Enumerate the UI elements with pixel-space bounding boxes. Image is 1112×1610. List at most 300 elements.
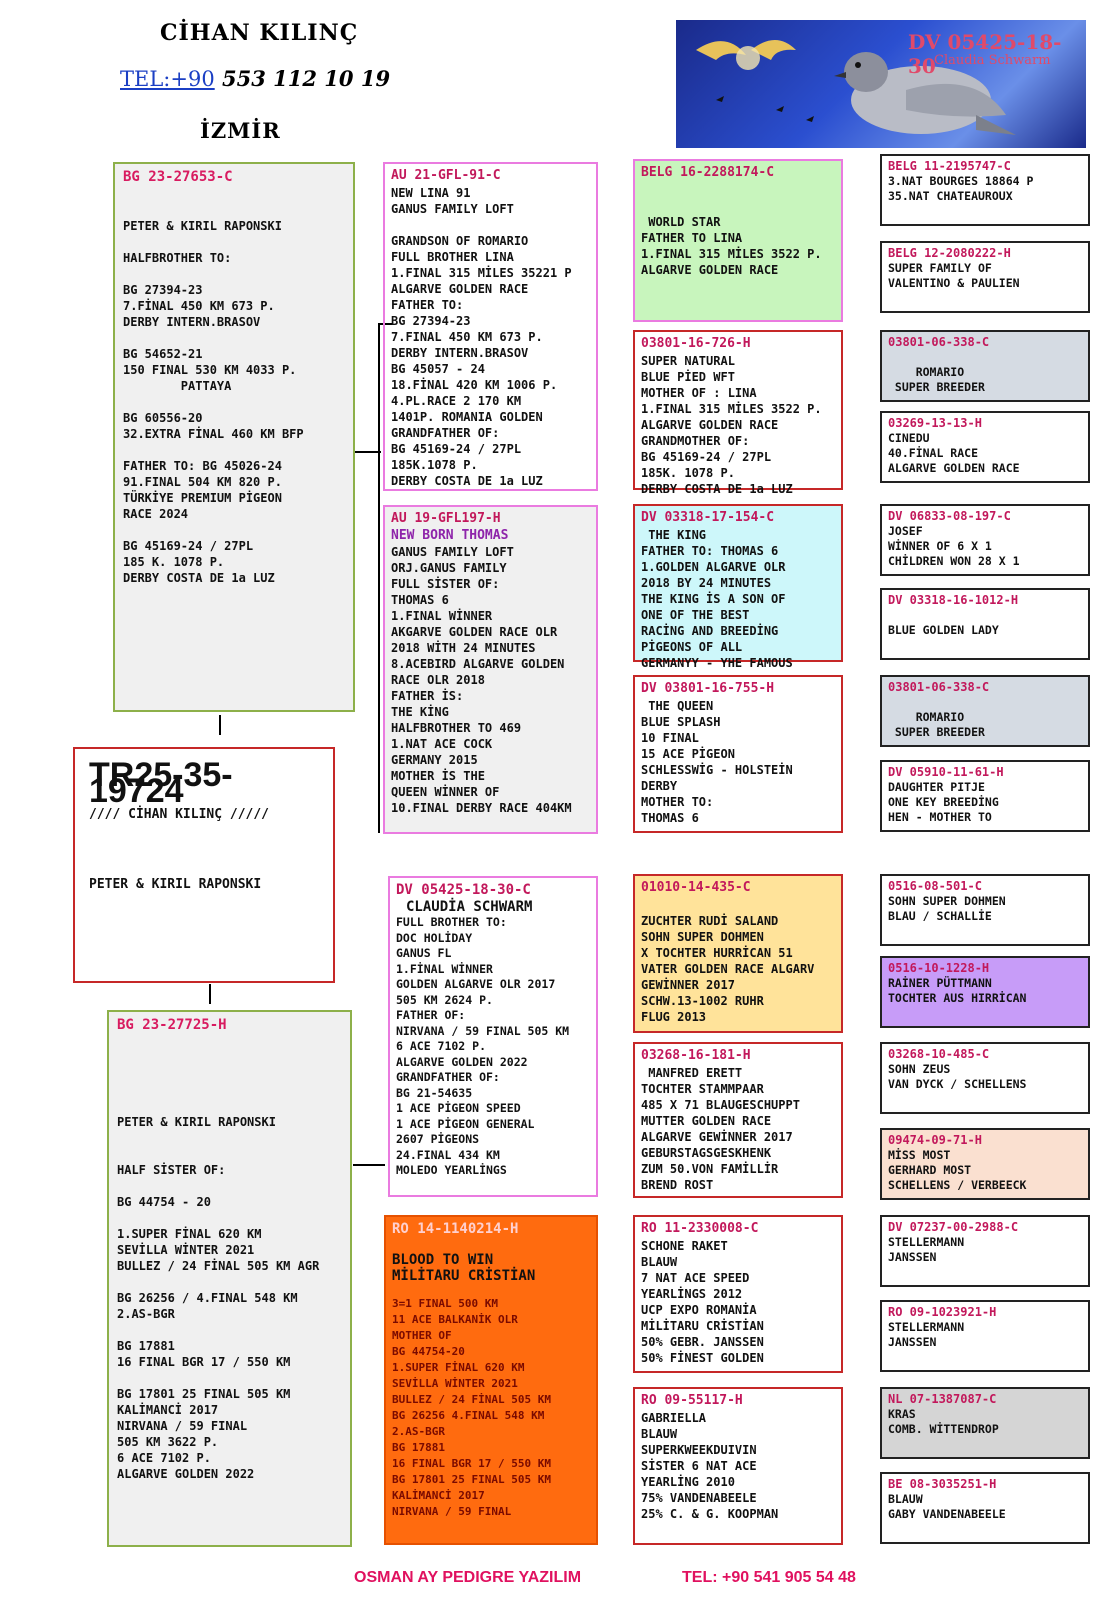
connector: [353, 451, 381, 453]
detail-line: ZUM 50.VON FAMİLLİR: [641, 1162, 779, 1176]
detail-line: FATHER TO: BG 45026-24: [123, 459, 282, 473]
detail-line: THOMAS 6: [391, 593, 449, 607]
detail-line: NEW LINA 91: [391, 186, 471, 200]
detail-line: 1.FINAL 315 MİLES 3522 P.: [641, 402, 822, 416]
detail-line: 2.AS-BGR: [117, 1307, 175, 1321]
detail-line: DERBY COSTA DE 1a LUZ: [391, 474, 543, 488]
card-id: RO 09-55117-H: [641, 1393, 743, 1408]
detail-line: BLUE GOLDEN LADY: [888, 623, 999, 637]
sire-dam-card[interactable]: [383, 505, 598, 834]
father-id: BG 23-27653-C: [123, 169, 233, 185]
father-details: [123, 186, 345, 586]
gen4-card[interactable]: [880, 411, 1090, 483]
detail-line: KALİMANCİ 2017: [117, 1403, 219, 1417]
card-details: [888, 350, 1082, 395]
detail-line: SEVİLLA WİNTER 2021: [392, 1377, 518, 1390]
detail-line: SUPER NATURAL: [641, 354, 735, 368]
detail-line: [391, 217, 590, 233]
detail-line: PETER & KIRIL RAPONSKI: [123, 219, 282, 233]
connector: [209, 984, 211, 1004]
detail-line: MOTHER OF : LINA: [641, 386, 757, 400]
pigeon-id: TR25-35-19724: [89, 756, 233, 810]
detail-line: ROMARIO: [888, 365, 965, 379]
card-details: [641, 1410, 835, 1522]
detail-line: FULL BROTHER LINA: [391, 250, 514, 264]
detail-line: 18.FİNAL 420 KM 1006 P.: [391, 378, 558, 392]
gen4-card[interactable]: [880, 504, 1090, 576]
detail-line: NIRVANA / 59 FINAL: [117, 1419, 248, 1433]
detail-line: UCP EXPO ROMANİA: [641, 1303, 757, 1317]
detail-line: [117, 1082, 342, 1098]
gen4-card[interactable]: [880, 588, 1090, 660]
detail-line: FATHER OF:: [396, 1008, 466, 1022]
card-details: [888, 608, 1082, 638]
detail-line: [641, 182, 835, 198]
card-id: 0516-10-1228-H: [888, 961, 990, 975]
pigeon-breeder: PETER & KIRIL RAPONSKI: [89, 877, 262, 892]
card-details: [888, 1320, 1082, 1350]
detail-line: ALGARVE GOLDEN RACE: [641, 263, 779, 277]
detail-line: [641, 897, 835, 913]
detail-line: BG 21-54635: [396, 1085, 473, 1100]
card-id: BELG 12-2080222-H: [888, 246, 1011, 260]
detail-line: DERBY: [641, 779, 678, 793]
detail-line: BULLEZ / 24 FİNAL 505 KM AGR: [117, 1259, 320, 1273]
detail-line: ORJ.GANUS FAMILY: [391, 561, 507, 575]
detail-line: HALFBROTHER TO:: [123, 251, 232, 265]
connector: [378, 323, 380, 833]
card-id: DV 03801-16-755-H: [641, 681, 775, 696]
detail-line: 16 FINAL BGR 17 / 550 KM: [392, 1457, 551, 1470]
detail-line: GOLDEN ALGARVE OLR 2017: [396, 977, 556, 991]
detail-line: DERBY INTERN.BRASOV: [391, 346, 529, 360]
detail-line: GANUS FAMILY LOFT: [391, 545, 514, 559]
detail-line: THOMAS 6: [641, 811, 699, 825]
phone-line: [120, 66, 390, 91]
card-details: [888, 1407, 1082, 1437]
gen3-card[interactable]: [633, 1042, 843, 1198]
card-details: [391, 185, 590, 489]
detail-line: DOC HOLİDAY: [396, 930, 473, 945]
detail-line: KALİMANCİ 2017: [392, 1489, 485, 1502]
detail-line: GANUS FAMILY LOFT: [391, 202, 514, 216]
detail-line: 1401P. ROMANIA GOLDEN: [391, 410, 543, 424]
detail-line: HALFBROTHER TO 469: [391, 721, 522, 735]
gen4-card[interactable]: [880, 241, 1090, 313]
dam-sire-card[interactable]: [388, 876, 598, 1197]
detail-line: 11 ACE BALKANİK OLR: [392, 1313, 518, 1326]
detail-line: PETER & KIRIL RAPONSKI: [117, 1115, 276, 1129]
detail-line: BG 27394-23: [391, 314, 471, 328]
detail-line: [117, 1130, 342, 1146]
detail-line: 6 ACE 7102 P.: [117, 1451, 211, 1465]
detail-line: 10.FINAL DERBY RACE 404KM: [391, 801, 572, 815]
detail-line: 75% VANDENABEELE: [641, 1491, 757, 1505]
detail-line: BLAUW: [641, 1427, 678, 1441]
detail-line: RACİNG AND BREEDİNG: [641, 624, 779, 638]
detail-line: DERBY COSTA DE 1a LUZ: [123, 571, 275, 585]
card-id: 03268-10-485-C: [888, 1047, 990, 1061]
gen4-card[interactable]: [880, 675, 1090, 747]
detail-line: PİGEONS OF ALL: [641, 640, 743, 654]
detail-line: [117, 1178, 342, 1194]
detail-line: 50% FİNEST GOLDEN: [641, 1351, 764, 1365]
detail-line: GRANDMOTHER OF:: [641, 434, 750, 448]
card-id: 09474-09-71-H: [888, 1133, 982, 1147]
detail-line: SEVİLLA WİNTER 2021: [117, 1243, 255, 1257]
card-id: 03268-16-181-H: [641, 1048, 751, 1063]
card-subtitle: CLAUDİA SCHWARM: [406, 899, 533, 915]
photo-caption: Claudia Schwarm: [934, 53, 1051, 68]
detail-line: SOHN SUPER DOHMEN: [641, 930, 764, 944]
card-id: DV 06833-08-197-C: [888, 509, 1011, 523]
detail-line: PATTAYA: [123, 379, 232, 393]
detail-line: 1.GOLDEN ALGARVE OLR: [641, 560, 786, 574]
card-details: [392, 1296, 590, 1520]
card-details: [888, 1235, 1082, 1265]
card-details: [641, 527, 835, 671]
detail-line: SİSTER 6 NAT ACE: [641, 1459, 757, 1473]
gen3-card[interactable]: [633, 1215, 843, 1373]
detail-line: BG 44754-20: [392, 1345, 465, 1358]
footer-phone: TEL: +90 541 905 54 48: [682, 1569, 856, 1586]
card-details: [888, 261, 1082, 291]
detail-line: JOSEF: [888, 524, 923, 538]
detail-line: [123, 266, 345, 282]
gen4-card[interactable]: [880, 760, 1090, 832]
detail-line: [123, 234, 345, 250]
detail-line: [641, 198, 835, 214]
connector: [219, 715, 221, 735]
gen3-card[interactable]: [633, 675, 843, 833]
pigeon-photo: [676, 20, 1086, 148]
detail-line: BLUE PİED WFT: [641, 370, 735, 384]
detail-line: TOCHTER AUS HIRRİCAN: [888, 991, 1027, 1005]
detail-line: 10 FINAL: [641, 731, 699, 745]
detail-line: 1.FINAL 315 MİLES 3522 P.: [641, 247, 822, 261]
detail-line: THE QUEEN: [641, 699, 714, 713]
detail-line: 15 ACE PİGEON: [641, 747, 735, 761]
detail-line: GEBURSTAGSGESKHENK: [641, 1146, 772, 1160]
gen4-card[interactable]: [880, 330, 1090, 402]
card-details: [641, 353, 835, 497]
detail-line: 16 FINAL BGR 17 / 550 KM: [117, 1355, 291, 1369]
card-subtitle: BLOOD TO WIN: [392, 1252, 494, 1268]
detail-line: KRAS: [888, 1407, 916, 1421]
detail-line: 35.NAT CHATEAUROUX: [888, 189, 1013, 203]
detail-line: DAUGHTER PITJE: [888, 780, 985, 794]
card-details: [641, 182, 835, 278]
detail-line: ALGARVE GOLDEN RACE: [391, 282, 529, 296]
detail-line: BG 26256 / 4.FINAL 548 KM: [117, 1291, 298, 1305]
gen4-card[interactable]: [880, 1215, 1090, 1287]
detail-line: 7 NAT ACE SPEED: [641, 1271, 750, 1285]
gen3-card[interactable]: [633, 330, 843, 496]
detail-line: ROMARIO: [888, 710, 965, 724]
card-id: RO 11-2330008-C: [641, 1221, 759, 1236]
detail-line: 150 FINAL 530 KM 4033 P.: [123, 363, 297, 377]
detail-line: [117, 1274, 342, 1290]
detail-line: [117, 1370, 342, 1386]
detail-line: 2607 PİGEONS: [396, 1132, 480, 1146]
detail-line: BLAU / SCHALLİE: [888, 909, 992, 923]
gen4-card[interactable]: [880, 1128, 1090, 1200]
gen3-card[interactable]: [633, 504, 843, 670]
card-id: 03801-16-726-H: [641, 336, 751, 351]
detail-line: MANFRED ERETT: [641, 1066, 743, 1080]
mother-card[interactable]: [107, 1010, 352, 1547]
detail-line: HEN - MOTHER TO: [888, 810, 992, 824]
card-details: [888, 1062, 1082, 1092]
gen4-card[interactable]: [880, 1387, 1090, 1459]
detail-line: 185K.1078 P.: [391, 458, 478, 472]
card-details: [888, 976, 1082, 1006]
detail-line: TOCHTER STAMMPAAR: [641, 1082, 764, 1096]
detail-line: VATER GOLDEN RACE ALGARV: [641, 962, 815, 976]
card-id: BELG 11-2195747-C: [888, 159, 1011, 173]
card-subtitle: MİLİTARU CRİSTİAN: [392, 1268, 536, 1284]
detail-line: BG 45169-24 / 27PL: [123, 539, 254, 553]
detail-line: BREND ROST: [641, 1178, 714, 1192]
detail-line: CINEDU: [888, 431, 930, 445]
detail-line: 24.FINAL 434 KM: [396, 1147, 500, 1162]
card-id: DV 05425-18-30-C: [396, 882, 531, 898]
detail-line: NIRVANA / 59 FINAL: [392, 1505, 512, 1518]
gen4-card[interactable]: [880, 1300, 1090, 1372]
detail-line: X TOCHTER HURRİCAN 51: [641, 946, 793, 960]
card-id: 03801-06-338-C: [888, 335, 990, 349]
detail-line: SCHELLENS / VERBEECK: [888, 1178, 1027, 1192]
gen4-card[interactable]: [880, 874, 1090, 946]
detail-line: MİLİTARU CRİSTİAN: [641, 1319, 764, 1333]
detail-line: 505 KM 3622 P.: [117, 1435, 219, 1449]
detail-line: BG 45057 - 24: [391, 362, 485, 376]
detail-line: SOHN SUPER DOHMEN: [888, 894, 1006, 908]
card-id: 0516-08-501-C: [888, 879, 982, 893]
detail-line: RAİNER PÜTTMANN: [888, 976, 992, 990]
card-id: DV 03318-17-154-C: [641, 510, 775, 525]
card-details: [888, 174, 1082, 204]
detail-line: 7.FINAL 450 KM 673 P.: [391, 330, 543, 344]
card-id: AU 21-GFL-91-C: [391, 168, 501, 183]
detail-line: GERMANYY - YHE FAMOUS: [641, 656, 793, 670]
detail-line: NIRVANA / 59 FINAL 505 KM: [396, 1023, 570, 1038]
detail-line: 1 ACE PİGEON SPEED: [396, 1101, 521, 1115]
detail-line: [123, 442, 345, 458]
card-details: [391, 544, 590, 816]
detail-line: WORLD STAR: [641, 215, 721, 229]
detail-line: 1.NAT ACE COCK: [391, 737, 493, 751]
detail-line: 7.FİNAL 450 KM 673 P.: [123, 299, 275, 313]
detail-line: 1.SUPER FİNAL 620 KM: [392, 1361, 525, 1374]
detail-line: MİSS MOST: [888, 1148, 951, 1162]
card-details: [888, 1148, 1082, 1193]
sire-sire-card[interactable]: [383, 162, 598, 491]
detail-line: BLAUW: [888, 1492, 923, 1506]
detail-line: SUPER FAMILY OF: [888, 261, 992, 275]
detail-line: GERMANY 2015: [391, 753, 478, 767]
detail-line: SOHN ZEUS: [888, 1062, 951, 1076]
detail-line: BLUE SPLASH: [641, 715, 721, 729]
detail-line: BG 60556-20: [123, 411, 203, 425]
detail-line: 1.FİNAL WİNNER: [396, 961, 493, 976]
gen4-card[interactable]: [880, 1042, 1090, 1114]
card-id: DV 07237-00-2988-C: [888, 1220, 1019, 1234]
detail-line: 3=1 FINAL 500 KM: [392, 1297, 498, 1310]
detail-line: [123, 202, 345, 218]
detail-line: THE KİNG: [391, 705, 449, 719]
detail-line: BG 17801 25 FINAL 505 KM: [392, 1473, 551, 1486]
detail-line: 6 ACE 7102 P.: [396, 1039, 487, 1053]
card-details: [641, 698, 835, 826]
card-id: RO 14-1140214-H: [392, 1221, 519, 1237]
detail-line: GANUS FL: [396, 946, 452, 960]
detail-line: 40.FİNAL RACE: [888, 446, 979, 460]
detail-line: RACE 2024: [123, 507, 189, 521]
detail-line: 2018 BY 24 MINUTES: [641, 576, 772, 590]
detail-line: 2.AS-BGR: [392, 1425, 445, 1438]
connector: [353, 1164, 385, 1166]
detail-line: THE KING: [641, 528, 707, 542]
gen3-card[interactable]: [633, 159, 843, 322]
photo-ring: DV 05425-18-30: [908, 30, 1062, 78]
card-id: 01010-14-435-C: [641, 880, 751, 895]
gen3-card[interactable]: [633, 874, 843, 1033]
gen4-card[interactable]: [880, 956, 1090, 1028]
detail-line: BG 27394-23: [123, 283, 203, 297]
detail-line: FLUG 2013: [641, 1010, 707, 1024]
detail-line: BULLEZ / 24 FİNAL 505 KM: [392, 1393, 551, 1406]
detail-line: 32.EXTRA FİNAL 460 KM BFP: [123, 427, 304, 441]
card-id: AU 19-GFL197-H: [391, 511, 501, 526]
detail-line: BG 45169-24 / 27PL: [641, 450, 772, 464]
detail-line: GRANDFATHER OF:: [391, 426, 500, 440]
detail-line: 1.FINAL 315 MİLES 35221 P: [391, 266, 572, 280]
detail-line: FATHER TO LINA: [641, 231, 743, 245]
detail-line: [117, 1210, 342, 1226]
detail-line: [123, 330, 345, 346]
detail-line: SUPERKWEEKDUIVIN: [641, 1443, 757, 1457]
detail-line: WİNNER OF 6 X 1: [888, 539, 992, 553]
detail-line: DERBY COSTA DE 1a LUZ: [641, 482, 793, 496]
phone-label[interactable]: TEL:+90: [120, 67, 215, 91]
detail-line: HALF SİSTER OF:: [117, 1163, 226, 1177]
detail-line: [123, 394, 345, 410]
detail-line: BG 44754 - 20: [117, 1195, 211, 1209]
detail-line: [117, 1034, 342, 1050]
detail-line: MUTTER GOLDEN RACE: [641, 1114, 772, 1128]
card-id: BELG 16-2288174-C: [641, 165, 775, 180]
detail-line: GERHARD MOST: [888, 1163, 972, 1177]
detail-line: THE KING İS A SON OF: [641, 592, 786, 606]
detail-line: [117, 1098, 342, 1114]
detail-line: QUEEN WİNNER OF: [391, 785, 500, 799]
detail-line: BG 17801 25 FINAL 505 KM: [117, 1387, 291, 1401]
detail-line: SCHW.13-1002 RUHR: [641, 994, 764, 1008]
detail-line: [888, 608, 1082, 623]
detail-line: GEWİNNER 2017: [641, 978, 735, 992]
detail-line: BG 54652-21: [123, 347, 203, 361]
detail-line: 1.FINAL WİNNER: [391, 609, 493, 623]
gen3-card[interactable]: [633, 1387, 843, 1545]
detail-line: [123, 186, 345, 202]
detail-line: MOLEDO YEARLİNGS: [396, 1163, 507, 1177]
detail-line: VALENTINO & PAULIEN: [888, 276, 1020, 290]
card-details: [888, 894, 1082, 924]
detail-line: FULL BROTHER TO:: [396, 915, 507, 929]
detail-line: 505 KM 2624 P.: [396, 992, 493, 1007]
detail-line: STELLERMANN: [888, 1235, 965, 1249]
detail-line: SCHONE RAKET: [641, 1239, 728, 1253]
detail-line: FATHER TO: THOMAS 6: [641, 544, 779, 558]
detail-line: 485 X 71 BLAUGESCHUPPT: [641, 1098, 800, 1112]
mother-details: [117, 1034, 342, 1482]
detail-line: 4.PL.RACE 2 170 KM: [391, 394, 522, 408]
pigeon-card[interactable]: [73, 747, 335, 983]
card-details: [641, 1065, 835, 1193]
detail-line: [117, 1322, 342, 1338]
card-id: DV 03318-16-1012-H: [888, 593, 1019, 607]
detail-line: RACE OLR 2018: [391, 673, 485, 687]
footer-software: OSMAN AY PEDIGRE YAZILIM: [354, 1569, 582, 1586]
detail-line: BG 17881: [392, 1441, 445, 1454]
detail-line: GRANDSON OF ROMARIO: [391, 234, 529, 248]
card-details: [888, 695, 1082, 740]
card-details: [641, 897, 835, 1025]
father-card[interactable]: [113, 162, 355, 712]
detail-line: [888, 350, 1082, 365]
card-subtitle: NEW BORN THOMAS: [391, 528, 509, 543]
detail-line: FATHER İS:: [391, 689, 464, 703]
detail-line: SUPER BREEDER: [888, 380, 985, 394]
detail-line: BG 26256 4.FINAL 548 KM: [392, 1409, 545, 1422]
gen4-card[interactable]: [880, 1472, 1090, 1544]
detail-line: FATHER TO:: [391, 298, 464, 312]
detail-line: COMB. WİTTENDROP: [888, 1422, 999, 1436]
detail-line: MOTHER OF: [392, 1329, 452, 1342]
detail-line: [117, 1146, 342, 1162]
gen4-card[interactable]: [880, 154, 1090, 226]
detail-line: 1 ACE PİGEON GENERAL: [396, 1116, 535, 1131]
detail-line: BLAUW: [641, 1255, 678, 1269]
detail-line: AKGARVE GOLDEN RACE OLR: [391, 625, 558, 639]
card-details: [888, 1492, 1082, 1522]
detail-line: STELLERMANN: [888, 1320, 965, 1334]
detail-line: GABY VANDENABEELE: [888, 1507, 1006, 1521]
card-id: 03269-13-13-H: [888, 416, 982, 430]
breeder-name: CİHAN KILINÇ: [160, 20, 359, 46]
detail-line: FULL SİSTER OF:: [391, 577, 500, 591]
detail-line: ALGARVE GOLDEN RACE: [641, 418, 779, 432]
detail-line: ZUCHTER RUDİ SALAND: [641, 914, 779, 928]
pigeon-owner-line: //// CİHAN KILINÇ /////: [89, 807, 270, 822]
detail-line: 8.ACEBIRD ALGARVE GOLDEN: [391, 657, 565, 671]
detail-line: [123, 522, 345, 538]
detail-line: BG 45169-24 / 27PL: [391, 442, 522, 456]
detail-line: CHİLDREN WON 28 X 1: [888, 554, 1020, 568]
detail-line: ALGARVE GEWİNNER 2017: [641, 1130, 793, 1144]
detail-line: [117, 1050, 342, 1066]
card-details: [396, 915, 590, 1179]
card-details: [641, 1238, 835, 1366]
detail-line: YEARLİNG 2010: [641, 1475, 735, 1489]
phone-number: 553 112 10 19: [222, 66, 391, 91]
card-details: [888, 431, 1082, 476]
detail-line: 1.SUPER FİNAL 620 KM: [117, 1227, 262, 1241]
dam-dam-card[interactable]: [384, 1215, 598, 1545]
detail-line: ONE OF THE BEST: [641, 608, 750, 622]
detail-line: [888, 695, 1082, 710]
